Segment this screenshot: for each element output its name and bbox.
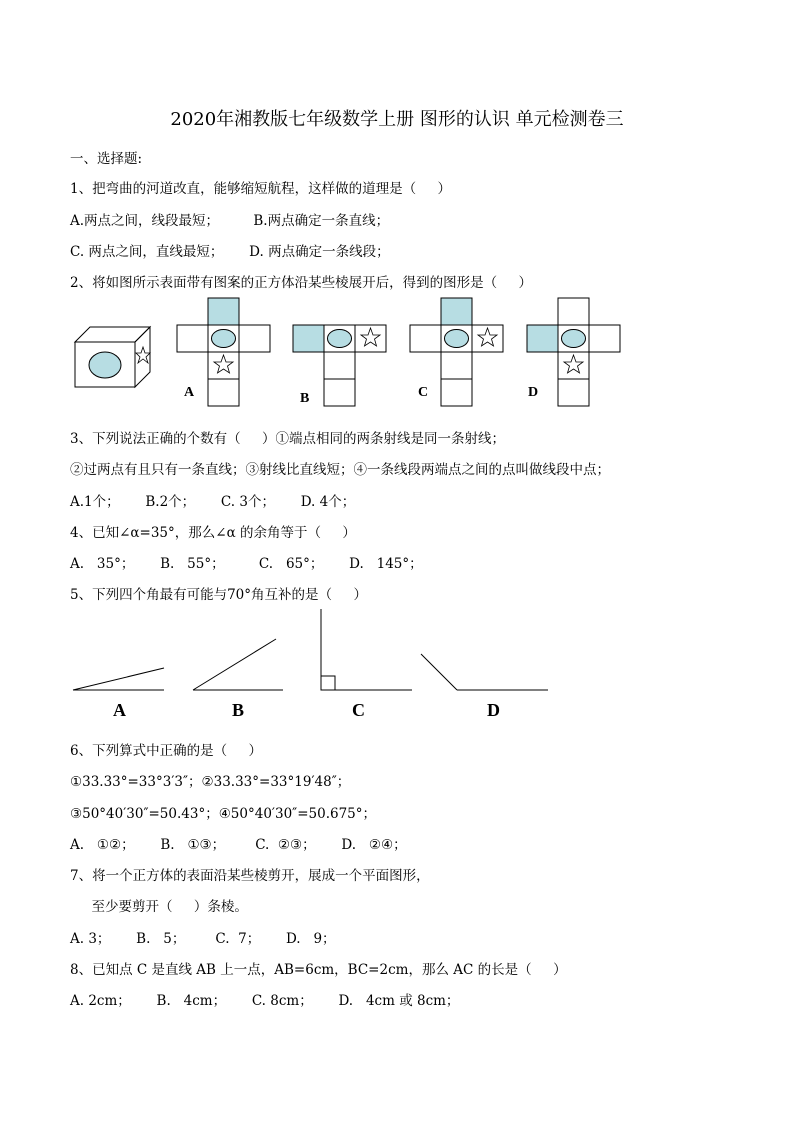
question-6-statements-1: ①33.33°=33°3′3″；②33.33°=33°19′48″；: [70, 774, 351, 790]
net-label-b: B: [300, 391, 310, 406]
question-5-angles: [60, 604, 560, 724]
question-7-options: A. 3； B. 5； C. 7； D. 9；: [70, 931, 336, 947]
question-3-options: A.1个； B.2个； C. 3个； D. 4个；: [70, 494, 356, 510]
page-title: 2020年湘教版七年级数学上册 图形的认识 单元检测卷三: [170, 109, 624, 130]
angle-b: [193, 639, 283, 690]
section-heading: 一、选择题:: [70, 151, 143, 167]
cube-figure: [75, 327, 150, 387]
net-label-a: A: [184, 385, 195, 400]
angle-label-c: C: [352, 700, 365, 720]
question-6-statements-2: ③50°40′30″=50.43°；④50°40′30″=50.675°；: [70, 806, 376, 822]
question-1: 1、把弯曲的河道改直，能够缩短航程，这样做的道理是（ ）: [70, 181, 452, 197]
net-d: [527, 298, 620, 406]
question-8: 8、已知点 C 是直线 AB 上一点，AB=6cm，BC=2cm，那么 AC 的长是（ ）: [70, 962, 567, 978]
net-label-c: C: [418, 385, 429, 400]
angle-label-d: D: [487, 700, 500, 720]
question-6-options: A. ①②； B. ①③； C. ②③； D. ②④；: [70, 837, 407, 853]
angle-label-a: A: [113, 700, 126, 720]
question-7: 7、将一个正方体的表面沿某些棱剪开，展成一个平面图形，: [70, 868, 430, 884]
net-label-d: D: [528, 385, 539, 400]
question-2-figures: [60, 292, 640, 412]
angle-d: [421, 654, 548, 690]
question-1-options-cd: C. 两点之间，直线最短； D. 两点确定一条线段；: [70, 244, 390, 260]
question-3-statements: ②过两点有且只有一条直线；③射线比直线短；④一条线段两端点之间的点叫做线段中点；: [70, 462, 610, 478]
question-6: 6、下列算式中正确的是（ ）: [70, 743, 263, 759]
question-3: 3、下列说法正确的个数有（ ）①端点相同的两条射线是同一条射线；: [70, 431, 506, 447]
question-7-continued: 至少要剪开（ ）条棱。: [70, 899, 248, 915]
angle-c: [321, 609, 412, 690]
question-4-options: A. 35°； B. 55°； C. 65°； D. 145°；: [70, 556, 423, 572]
question-4: 4、已知∠α=35°，那么∠α 的余角等于（ ）: [70, 525, 356, 541]
angle-a: [73, 668, 164, 690]
question-5: 5、下列四个角最有可能与70°角互补的是（ ）: [70, 587, 367, 603]
angle-label-b: B: [232, 700, 245, 720]
question-1-options-ab: A.两点之间，线段最短； B.两点确定一条直线；: [70, 213, 390, 229]
question-2: 2、将如图所示表面带有图案的正方体沿某些棱展开后，得到的图形是（ ）: [70, 275, 533, 291]
question-8-options: A. 2cm； B. 4cm； C. 8cm； D. 4cm 或 8cm；: [70, 993, 460, 1009]
